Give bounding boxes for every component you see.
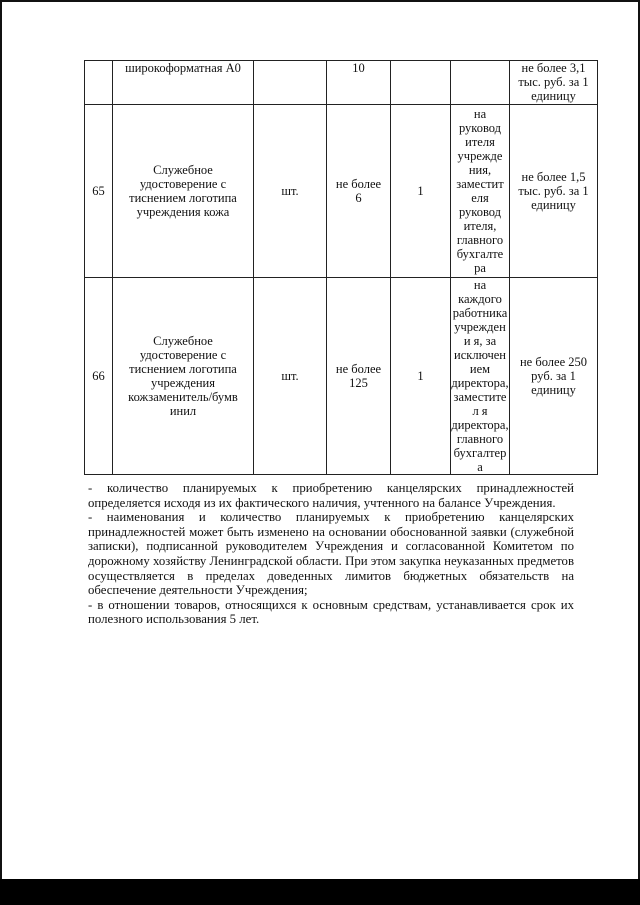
cell-qty: 1 bbox=[391, 278, 451, 475]
cell-recipient bbox=[451, 61, 510, 105]
cell-limit: не более 125 bbox=[327, 278, 391, 475]
cell-num: 66 bbox=[85, 278, 113, 475]
cell-qty bbox=[391, 61, 451, 105]
note-paragraph-1: - количество планируемых к приобретению канцелярских принадлежностей определяется исходя из их фактического наличия, учтенного на балансе Учреждения. bbox=[88, 481, 574, 510]
cell-name: Служебное удостоверение с тиснением логотипа учреждения кожзаменитель/бумв инил bbox=[113, 278, 254, 475]
scan-border-left bbox=[0, 0, 2, 905]
table-row bbox=[85, 278, 598, 475]
note-paragraph-3: - в отношении товаров, относящихся к основным средствам, устанавливается срок их полезного использования 5 лет. bbox=[88, 597, 574, 627]
cell-name: широкоформатная А0 bbox=[113, 61, 254, 105]
table-row-continued bbox=[85, 61, 598, 105]
cell-price: не более 3,1 тыс. руб. за 1 единицу bbox=[510, 61, 598, 105]
cell-name: Служебное удостоверение с тиснением логотипа учреждения кожа bbox=[113, 105, 254, 278]
cell-limit: 10 bbox=[327, 61, 391, 105]
notes-section bbox=[88, 481, 574, 627]
cell-recipient: на руковод ителя учрежде ния, заместит еля руковод ителя, главного бухгалте ра bbox=[451, 105, 510, 278]
cell-num bbox=[85, 61, 113, 105]
stationery-table bbox=[84, 60, 598, 475]
table-row bbox=[85, 105, 598, 278]
cell-unit: шт. bbox=[254, 278, 327, 475]
cell-unit: шт. bbox=[254, 105, 327, 278]
scan-footer-bar bbox=[0, 879, 640, 905]
cell-price: не более 250 руб. за 1 единицу bbox=[510, 278, 598, 475]
cell-limit: не более 6 bbox=[327, 105, 391, 278]
note-paragraph-2: - наименования и количество планируемых к приобретению канцелярских принадлежностей может быть изменено на основании обоснованной заявки (служебной записки), подписанной руководителем Учреждения и согласованной Комитетом по дорожному хозяйству Ленинградской области. При этом закупка неуказанных предметов осуществляется в пределах доведенных лимитов бюджетных обязательств на обеспечение деятельности Учреждения; bbox=[88, 510, 574, 598]
cell-qty: 1 bbox=[391, 105, 451, 278]
cell-num: 65 bbox=[85, 105, 113, 278]
cell-price: не более 1,5 тыс. руб. за 1 единицу bbox=[510, 105, 598, 278]
scan-border-top bbox=[0, 0, 640, 2]
cell-recipient: на каждого работника учреждени я, за исключен ием директора, заместител я директора, главного бухгалтера bbox=[451, 278, 509, 474]
cell-unit bbox=[254, 61, 327, 105]
